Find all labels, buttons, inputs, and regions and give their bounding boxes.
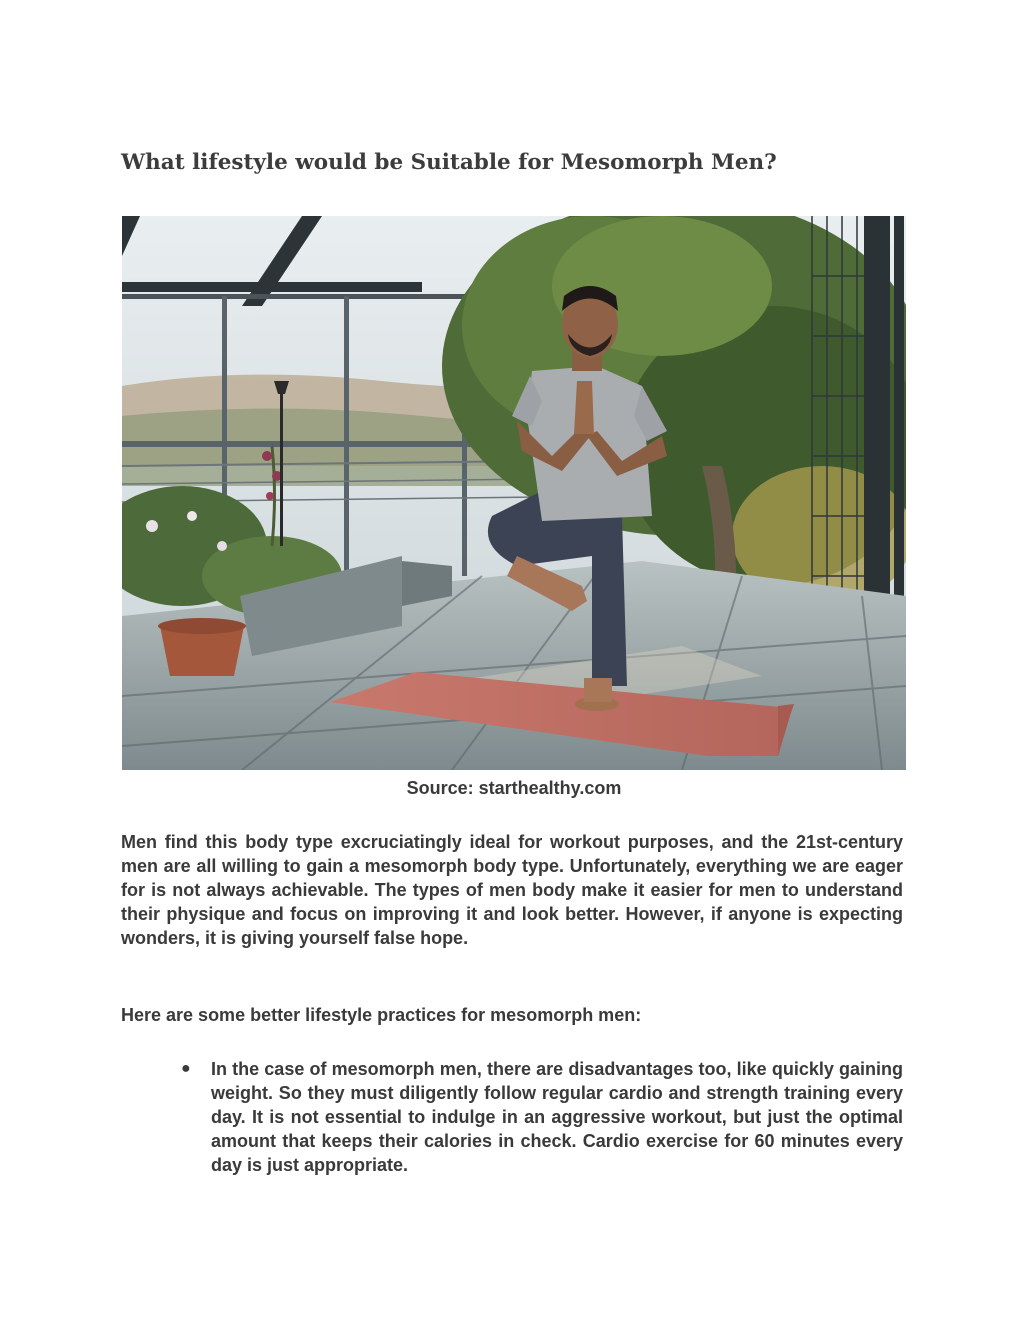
page-title: What lifestyle would be Suitable for Mesomorph Men? [121, 150, 777, 175]
bullet-icon: ● [181, 1060, 191, 1077]
body-paragraph: Men find this body type excruciatingly ideal for workout purposes, and the 21st-century men are all willing to gain a mesomorph body type. Unfortunately, everything we are eager for is not always achievable. The types of men body make it easier for men to understand their physique and focus on improving it and look better. However, if anyone is expecting wonders, it is giving yourself false hope. [121, 832, 903, 948]
intro-paragraph: Here are some better lifestyle practices for mesomorph men: [121, 1005, 642, 1025]
man-tree-pose-yoga-icon [122, 216, 906, 770]
yoga-photo [122, 216, 906, 770]
bullet-text: In the case of mesomorph men, there are disadvantages too, like quickly gaining weight. So they must diligently follow regular cardio and strength training every day. It is not essential to indulge in an aggressive workout, but just the optimal amount that keeps their calories in check. Cardio exercise for 60 minutes every day is just appropriate. [211, 1059, 903, 1175]
image-caption: Source: starthealthy.com [406, 778, 622, 798]
list-item [181, 1057, 903, 1177]
bullet-list [181, 1057, 903, 1177]
